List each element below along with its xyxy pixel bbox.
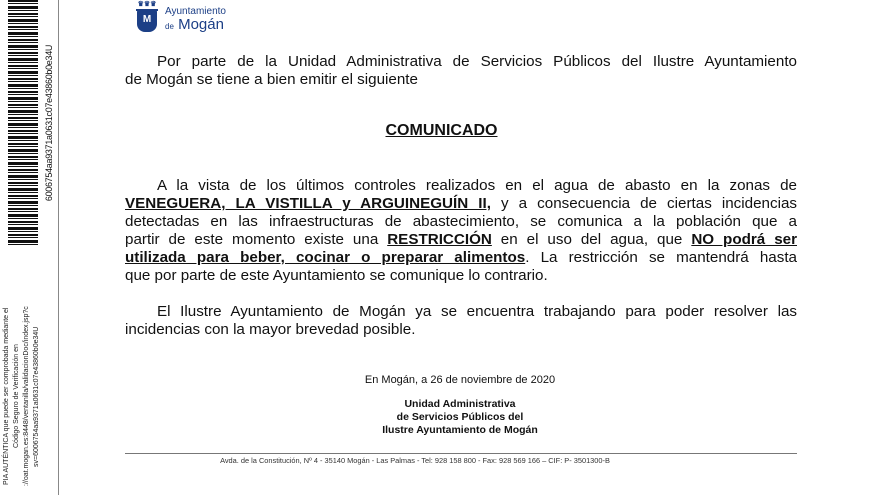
signature-block bbox=[260, 398, 660, 437]
shield-icon: ♛♛♛ M bbox=[137, 10, 157, 32]
body-line bbox=[125, 249, 797, 267]
body-line: A la vista de los últimos controles realizados en el agua de abasto en la zonas de bbox=[157, 177, 797, 194]
ayuntamiento-logo bbox=[137, 2, 226, 32]
body-line: detectadas en las infraestructuras de abastecimiento, se comunica a la población que a bbox=[125, 213, 797, 230]
verification-note bbox=[2, 300, 42, 493]
page-title: COMUNICADO bbox=[385, 122, 498, 139]
text: . La restricción se mantendrá hasta bbox=[525, 249, 798, 266]
margin-divider bbox=[58, 0, 59, 495]
logo-de: de bbox=[165, 22, 174, 31]
body-line bbox=[125, 231, 797, 249]
text: en el uso del agua, que bbox=[491, 231, 692, 248]
note-line: sv=6006754aa9371a0631c07e43860b0e34U bbox=[33, 326, 40, 467]
signature-line: Unidad Administrativa bbox=[404, 398, 516, 410]
note-line: Código Seguro de Verificación en bbox=[13, 344, 20, 449]
warning-highlight: NO podrá ser bbox=[691, 231, 797, 248]
date-line: En Mogán, a 26 de noviembre de 2020 bbox=[364, 374, 556, 386]
body-line: El Ilustre Ayuntamiento de Mogán ya se encuentra trabajando para poder resolver las bbox=[157, 303, 797, 320]
zones-highlight: VENEGUERA, LA VISTILLA y ARGUINEGUÍN II, bbox=[125, 195, 491, 212]
text: partir de este momento existe una bbox=[125, 231, 388, 248]
logo-line2: Mogán bbox=[178, 16, 224, 33]
signature-line: de Servicios Públicos del bbox=[396, 411, 524, 423]
text: y a consecuencia de ciertas incidencias bbox=[490, 195, 797, 212]
warning-highlight: utilizada para beber, cocinar o preparar alimentos bbox=[125, 249, 526, 266]
note-line: PIA AUTÉNTICA que puede ser comprobada mediante el bbox=[3, 307, 10, 486]
csv-code-text: 6006754aa9371a0631c07e43860b0e34U bbox=[44, 44, 54, 201]
footer-divider bbox=[125, 453, 797, 454]
intro-line: Por parte de la Unidad Administrativa de Servicios Públicos del Ilustre Ayuntamiento bbox=[157, 53, 797, 70]
intro-line: de Mogán se tiene a bien emitir el siguiente bbox=[125, 71, 418, 88]
restriction-highlight: RESTRICCIÓN bbox=[387, 231, 492, 248]
crown-icon: ♛♛♛ bbox=[136, 2, 158, 11]
signature-line: Ilustre Ayuntamiento de Mogán bbox=[382, 424, 538, 436]
note-line: ://oat.mogan.es:8448/ventanilla/validacionDoc/index.jsp?c bbox=[23, 306, 30, 487]
body-line: incidencias con la mayor brevedad posible. bbox=[125, 321, 416, 338]
logo-line1: Ayuntamiento bbox=[165, 6, 226, 17]
footer-address: Avda. de la Constitución, Nº 4 - 35140 Mogán - Las Palmas - Tel: 928 158 800 - Fax: 928 569 166 – CIF: P- 3501300-B bbox=[220, 456, 610, 465]
body-line: que por parte de este Ayuntamiento se comunique lo contrario. bbox=[125, 267, 548, 284]
body-line bbox=[125, 195, 797, 213]
